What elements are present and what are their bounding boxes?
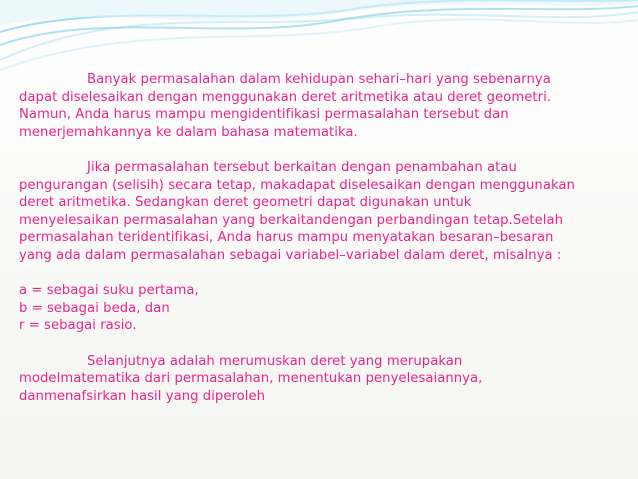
paragraph-first-line: Banyak permasalahan dalam kehidupan sehari–hari yang sebenarnya — [87, 72, 551, 87]
paragraph-conditions — [19, 159, 619, 265]
paragraph-rest: dapat diselesaikan dengan menggunakan deret aritmetika atau deret geometri. Namun, Anda harus mampu mengidentifikasi permasalahan tersebut dan menerjemahkannya ke dalam bahasa matematika. — [19, 89, 552, 140]
paragraph-conclusion — [19, 353, 619, 406]
paragraph-rest: pengurangan (selisih) secara tetap, makadapat diselesaikan dengan menggunakan deret aritmetika. Sedangkan deret geometri dapat digunakan untuk menyelesaikan permasalahan yang berkaitandengan perbandingan tetap.Setelah permasalahan teridentifikasi, Anda harus mampu menyatakan besaran–besaran yang ada dalam permasalahan sebagai variabel–variabel dalam deret, misalnya : — [19, 177, 575, 263]
wave-decoration — [0, 0, 638, 80]
variable-list — [19, 282, 619, 335]
paragraph-rest: modelmatematika dari permasalahan, menentukan penyelesaiannya, danmenafsirkan hasil yang diperoleh — [19, 371, 483, 404]
paragraph-intro — [19, 71, 619, 141]
paragraph-first-line: Jika permasalahan tersebut berkaitan dengan penambahan atau — [87, 159, 517, 175]
paragraph-first-line: Selanjutnya adalah merumuskan deret yang merupakan — [87, 353, 463, 369]
body-text — [19, 71, 619, 405]
variable-list-items: a = sebagai suku pertama, b = sebagai beda, dan r = sebagai rasio. — [19, 283, 199, 334]
